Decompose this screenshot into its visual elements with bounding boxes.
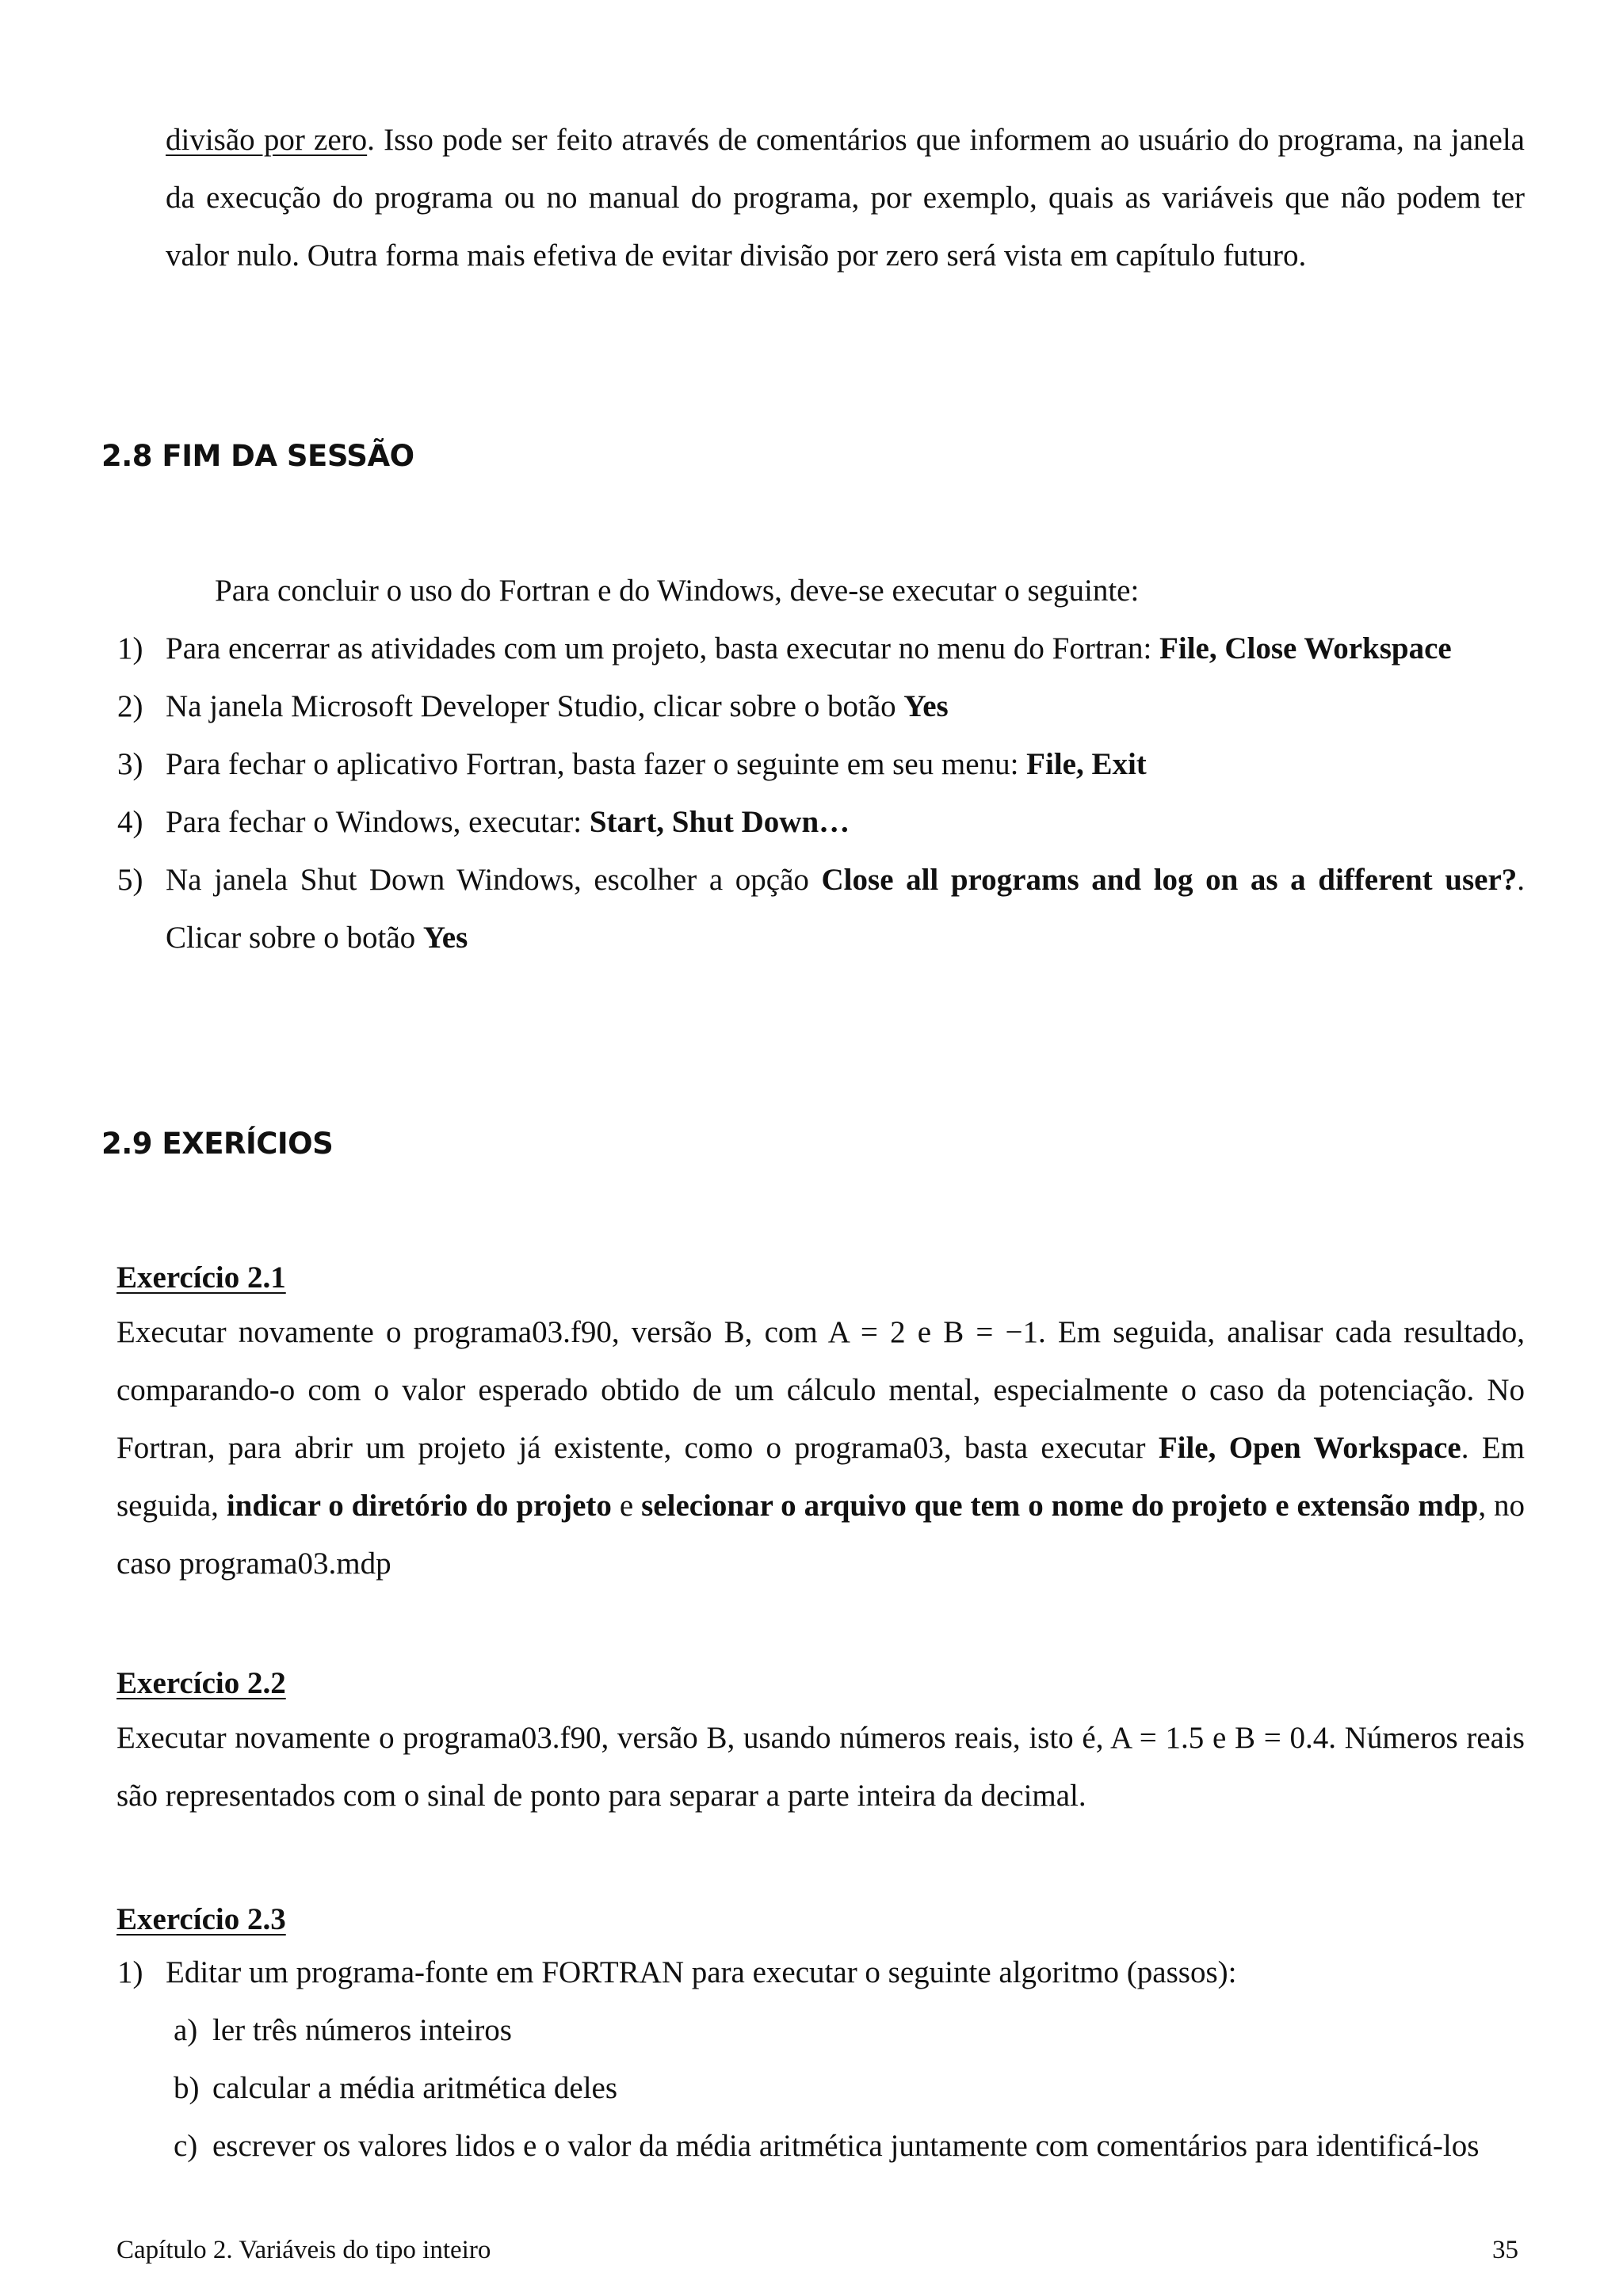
step-item: 3) Para fechar o aplicativo Fortran, basta fazer o seguinte em seu menu: File, Exit (166, 735, 1525, 793)
subitem-label: a) (174, 2013, 198, 2047)
item-number: 1) (117, 1955, 143, 1989)
step-number: 2) (117, 689, 143, 723)
menu-path: Start, Shut Down… (589, 805, 850, 839)
button-name: Yes (422, 921, 468, 955)
exercise-2-3-subitems (174, 2001, 1525, 2175)
step-item: 1) Para encerrar as atividades com um projeto, basta executar no menu do Fortran: File, Close Workspace (166, 620, 1525, 677)
step-number: 1) (117, 631, 143, 666)
step-item: 4) Para fechar o Windows, executar: Start, Shut Down… (166, 793, 1525, 851)
exercise-2-3-list (117, 1943, 1525, 2001)
exercise-2-3-title: Exercício 2.3 (116, 1902, 286, 1936)
step-item: 5) Na janela Shut Down Windows, escolher a opção Close all programs and log on as a different user?. Clicar sobre o botão Yes (166, 851, 1525, 967)
exercise-item: 1) Editar um programa-fonte em FORTRAN para executar o seguinte algoritmo (passos): (166, 1943, 1525, 2001)
subitem-label: c) (174, 2129, 198, 2163)
footer-chapter: Capítulo 2. Variáveis do tipo inteiro (116, 2236, 491, 2264)
section-2-8-heading: 2.8 FIM DA SESSÃO (101, 439, 414, 473)
subitem-label: b) (174, 2071, 200, 2105)
step-number: 5) (117, 863, 143, 897)
subitem: b) calcular a média aritmética deles (212, 2059, 1525, 2117)
step-item: 2) Na janela Microsoft Developer Studio, clicar sobre o botão Yes (166, 677, 1525, 735)
menu-path: File, Exit (1026, 747, 1147, 781)
exercise-2-1-title: Exercício 2.1 (116, 1261, 286, 1295)
intro-underlined-text: divisão por zero (166, 123, 368, 157)
step-number: 3) (117, 747, 143, 781)
exercise-2-1-text: Executar novamente o programa03.f90, versão B, com A = 2 e B = −1. Em seguida, analisar cada resultado, comparando-o com o valor esperado obtido de um cálculo mental, especialmente o caso da potenciação. No Fortran, para abrir um projeto já existente, como o programa03, basta executar File, Open Workspace. Em seguida, indicar o diretório do projeto e selecionar o arquivo que tem o nome do projeto e extensão mdp, no caso programa03.mdp (116, 1315, 1526, 1581)
subitem: a) ler três números inteiros (212, 2001, 1525, 2059)
menu-path: File, Close Workspace (1159, 631, 1452, 666)
intro-paragraph (166, 111, 1525, 284)
button-name: Yes (903, 689, 949, 723)
option-name: Close all programs and log on as a different user? (821, 863, 1518, 897)
subitem: c) escrever os valores lidos e o valor da média aritmética juntamente com comentários para identificá-los (212, 2117, 1525, 2175)
section-2-9-heading: 2.9 EXERÍCIOS (101, 1127, 334, 1161)
exercise-2-2-text: Executar novamente o programa03.f90, versão B, usando números reais, isto é, A = 1.5 e B = 0.4. Números reais são representados com o sinal de ponto para separar a parte inteira da decimal. (116, 1721, 1525, 1813)
section-2-8-lead: Para concluir o uso do Fortran e do Windows, deve-se executar o seguinte: (215, 574, 1140, 608)
intro-text: . Isso pode ser feito através de comentários que informem ao usuário do programa, na janela da execução do programa ou no manual do programa, por exemplo, quais as variáveis que não podem ter valor nulo. Outra forma mais efetiva de evitar divisão por zero será vista em capítulo futuro. (166, 123, 1525, 273)
step-number: 4) (117, 805, 143, 839)
fim-sessao-steps (117, 620, 1526, 967)
footer-page-number: 35 (1492, 2236, 1518, 2264)
exercise-2-2-title: Exercício 2.2 (116, 1666, 286, 1700)
